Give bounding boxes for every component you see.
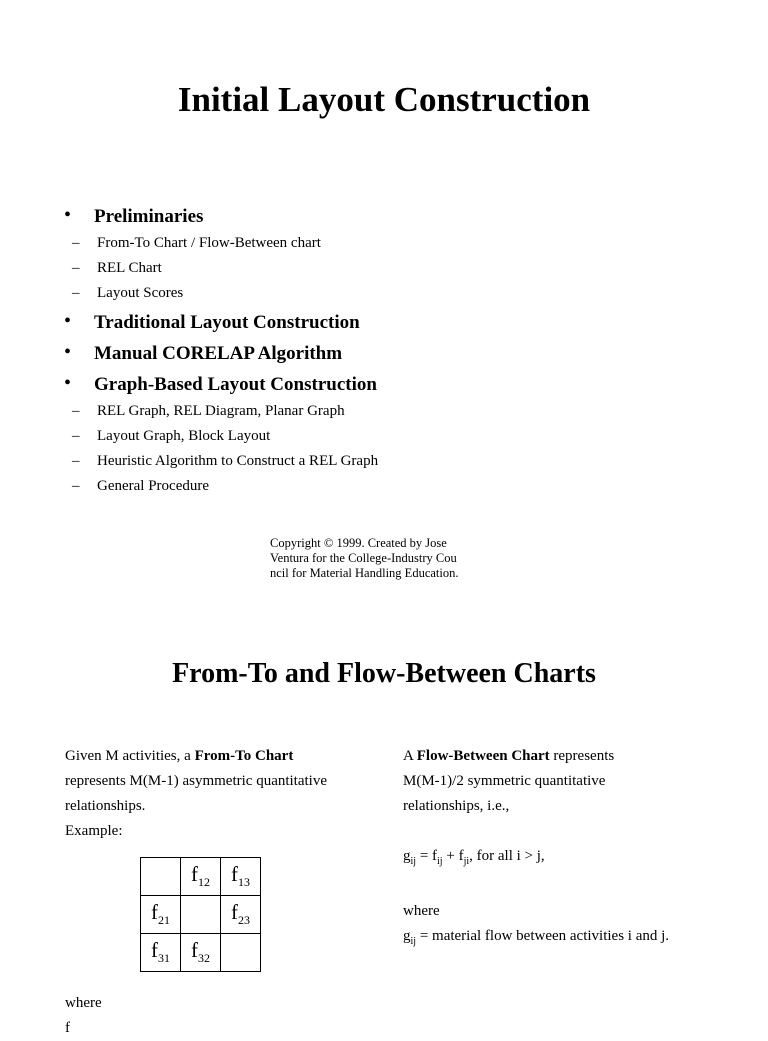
flow-symbol: f <box>191 862 198 887</box>
flow-symbol: f <box>191 938 198 963</box>
matrix-cell <box>181 934 221 972</box>
copyright-line: Copyright © 1999. Created by Jose <box>270 536 447 550</box>
paragraph-line: where <box>403 903 440 919</box>
text-span: = <box>416 848 433 864</box>
outline-item <box>64 202 724 231</box>
outline-item <box>64 370 724 399</box>
matrix-row <box>141 858 261 896</box>
sub-item <box>64 256 724 281</box>
bullet-icon: • <box>64 204 72 226</box>
dash-icon: – <box>72 235 80 251</box>
sub-item <box>64 449 724 474</box>
text-span: A <box>403 748 417 764</box>
matrix-cell <box>141 934 181 972</box>
paragraph-line <box>65 744 375 769</box>
matrix-cell <box>141 858 181 896</box>
term-flow-between-chart: Flow-Between Chart <box>416 748 550 764</box>
matrix-cell <box>221 896 261 934</box>
paragraph-line: relationships, i.e., <box>403 798 510 814</box>
sub-item-label: General Procedure <box>97 478 210 494</box>
text-span: = material flow between activities i and j. <box>416 928 670 944</box>
sub-item-label: Heuristic Algorithm to Construct a REL Graph <box>97 453 379 469</box>
paragraph-line <box>403 744 733 769</box>
text-span: + <box>442 848 459 864</box>
copyright-line: Ventura for the College-Industry Cou <box>270 551 457 565</box>
subscript: 21 <box>158 913 170 928</box>
paragraph-line: Example: <box>65 823 123 839</box>
from-to-matrix <box>140 857 261 972</box>
text-span: Given M activities, a <box>65 748 195 764</box>
matrix-row <box>141 896 261 934</box>
outline-item <box>64 308 724 337</box>
outline-item <box>64 339 724 368</box>
subscript: 12 <box>198 875 210 890</box>
matrix-row <box>141 934 261 972</box>
paragraph-line: M(M-1)/2 symmetric quantitative <box>403 773 606 789</box>
flow-symbol: f <box>231 862 238 887</box>
text-span: g <box>403 928 411 944</box>
where-label: where <box>65 995 102 1011</box>
slide-from-to-charts <box>0 575 768 1036</box>
flow-equation <box>403 844 733 874</box>
flow-symbol: f <box>151 900 158 925</box>
sub-item <box>64 474 724 499</box>
matrix-cell <box>141 896 181 934</box>
slide-title: Initial Layout Construction <box>177 80 591 119</box>
matrix-cell <box>221 858 261 896</box>
subscript: ij <box>410 856 417 867</box>
term-from-to-chart: From-To Chart <box>194 748 294 764</box>
dash-icon: – <box>72 478 80 494</box>
from-to-description <box>65 744 375 844</box>
outline-item-label: Manual CORELAP Algorithm <box>94 343 343 364</box>
sub-list <box>64 399 724 499</box>
bullet-icon: • <box>64 310 72 332</box>
dash-icon: – <box>72 260 80 276</box>
dash-icon: – <box>72 428 80 444</box>
subscript: 31 <box>158 951 170 966</box>
sub-item <box>64 231 724 256</box>
subscript: ij <box>437 856 443 867</box>
flow-symbol: f <box>231 900 238 925</box>
sub-item-label: Layout Scores <box>97 285 184 301</box>
outline-item-label: Traditional Layout Construction <box>94 312 360 333</box>
matrix-cell <box>181 896 221 934</box>
outline-item-label: Preliminaries <box>94 206 204 227</box>
subscript: 32 <box>198 951 210 966</box>
sub-item <box>64 424 724 449</box>
sub-item-label: From-To Chart / Flow-Between chart <box>97 235 321 251</box>
sub-list <box>64 231 724 306</box>
dash-icon: – <box>72 453 80 469</box>
sub-item <box>64 399 724 424</box>
dash-icon: – <box>72 403 80 419</box>
sub-item-label: REL Graph, REL Diagram, Planar Graph <box>97 403 345 419</box>
subscript: 23 <box>238 913 250 928</box>
matrix-cell <box>181 858 221 896</box>
matrix-cell <box>221 934 261 972</box>
text-span: , for all i > j, <box>469 848 545 864</box>
flow-symbol: f <box>151 938 158 963</box>
outline-item-label: Graph-Based Layout Construction <box>94 374 377 395</box>
subscript: ij <box>410 936 417 947</box>
dash-icon: – <box>72 285 80 301</box>
sub-item-label: REL Chart <box>97 260 162 276</box>
subscript: ji <box>463 856 470 867</box>
outline-list <box>64 200 724 501</box>
paragraph-line: represents M(M-1) asymmetric quantitative <box>65 773 328 789</box>
where-definition-cut: f <box>65 1020 70 1036</box>
text-span: g <box>403 848 411 864</box>
copyright-line: ncil for Material Handling Education. <box>270 566 459 580</box>
slide-title: From-To and Flow-Between Charts <box>172 658 596 689</box>
sub-item <box>64 281 724 306</box>
flow-definition <box>403 924 733 954</box>
text-span: f <box>432 848 438 864</box>
text-span: represents <box>549 748 615 764</box>
flow-between-description <box>403 744 733 954</box>
sub-item-label: Layout Graph, Block Layout <box>97 428 271 444</box>
paragraph-line: relationships. <box>65 798 146 814</box>
bullet-icon: • <box>64 341 72 363</box>
bullet-icon: • <box>64 372 72 394</box>
subscript: 13 <box>238 875 250 890</box>
text-span: f <box>458 848 464 864</box>
